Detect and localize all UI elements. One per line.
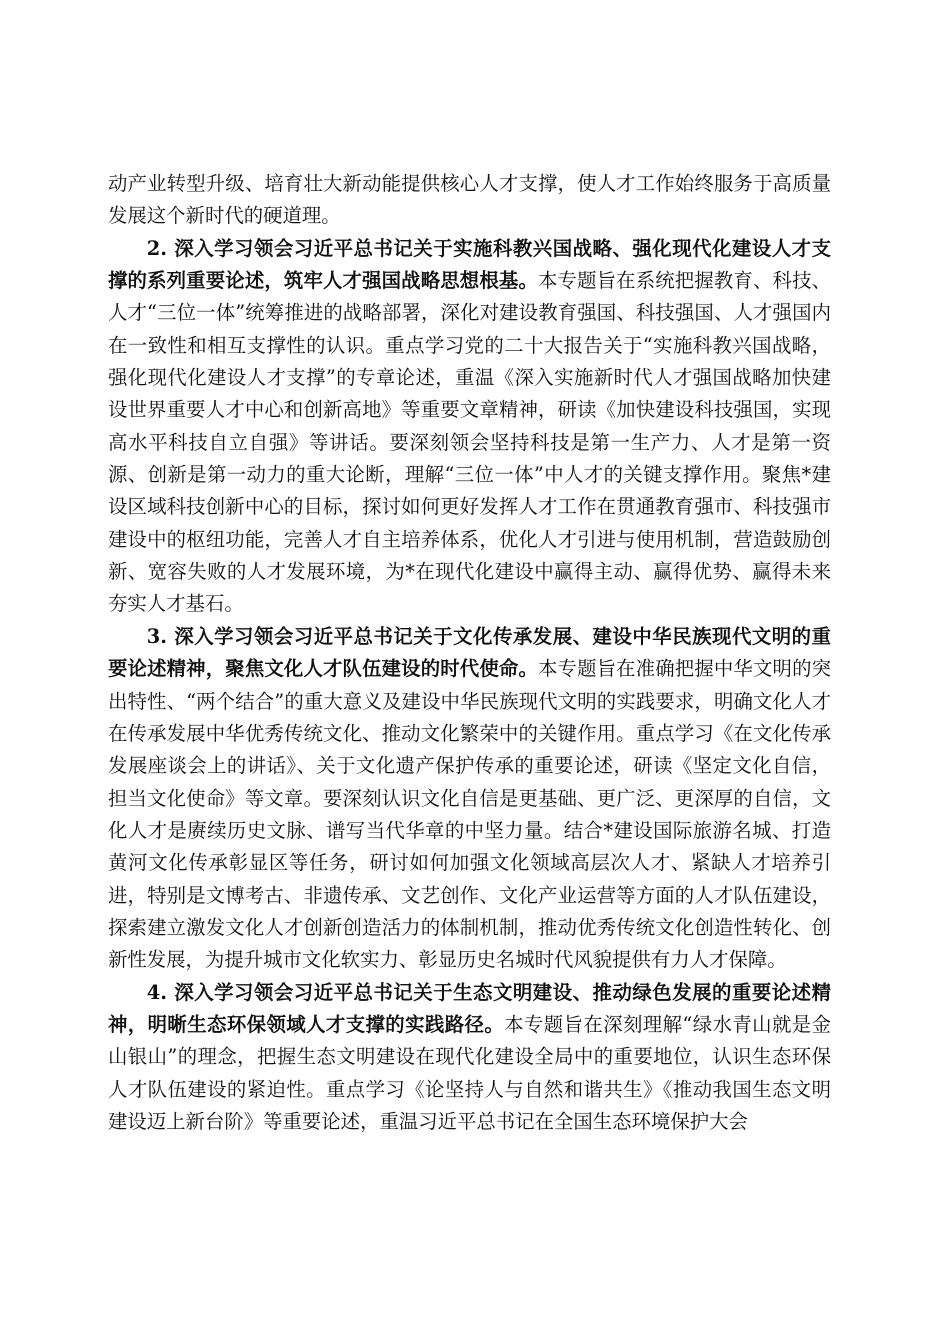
topic-3-text: 本专题旨在准确把握中华文明的突出特性、“两个结合”的重大意义及建设中华民族现代文明的实践要求，明确文化人才在传承发展中华优秀传统文化、推动文化繁荣中的关键作用。重点学习《在文化传承发展座谈会上的讲话》、关于文化遗产保护传承的重要论述，研读《坚定文化自信，担当文化使命》等文章。要深刻认识文化自信是更基础、更广泛、更深厚的自信，文化人才是赓续历史文脉、谱写当代华章的中坚力量。结合*建设国际旅游名城、打造黄河文化传承彰显区等任务，研讨如何加强文化领域高层次人才、紧缺人才培养引进，特别是文博考古、非遗传承、文艺创作、文化产业运营等方面的人才队伍建设，探索建立激发文化人才创新创造活力的体制机制，推动优秀传统文化创造性转化、创新性发展，为提升城市文化软实力、彰显历史名城时代风貌提供有力人才保障。 bbox=[108, 657, 832, 972]
paragraph-continuation bbox=[108, 168, 831, 233]
paragraph-topic-4 bbox=[108, 977, 831, 1139]
topic-4-text: 本专题旨在深刻理解“绿水青山就是金山银山”的理念，把握生态文明建设在现代化建设全局中的重要地位，认识生态环保人才队伍建设的紧迫性。重点学习《论坚持人与自然和谐共生》《推动我国生态文明建设迈上新台阶》等重要论述，重温习近平总书记在全国生态环境保护大会 bbox=[108, 1012, 831, 1133]
topic-4-heading: 4. 深入学习领会习近平总书记关于生态文明建设、推动绿色发展的重要论述精神，明晰生态环保领域人才支撑的实践路径。 bbox=[108, 980, 831, 1036]
paragraph-topic-2 bbox=[108, 233, 831, 621]
topic-2-text: 本专题旨在系统把握教育、科技、人才“三位一体”统筹推进的战略部署，深化对建设教育强国、科技强国、人才强国内在一致性和相互支撑性的认识。重点学习党的二十大报告关于“实施科教兴国战略，强化现代化建设人才支撑”的专章论述，重温《深入实施新时代人才强国战略加快建设世界重要人才中心和创新高地》等重要文章精神，研读《加快建设科技强国，实现高水平科技自立自强》等讲话。要深刻领会坚持科技是第一生产力、人才是第一资源、创新是第一动力的重大论断，理解“三位一体”中人才的关键支撑作用。聚焦*建设区域科技创新中心的目标，探讨如何更好发挥人才工作在贯通教育强市、科技强市建设中的枢纽功能，完善人才自主培养体系，优化人才引进与使用机制，营造鼓励创新、宽容失败的人才发展环境，为*在现代化建设中赢得主动、赢得优势、赢得未来夯实人才基石。 bbox=[108, 269, 832, 616]
paragraph-topic-3 bbox=[108, 621, 831, 977]
paragraph-text: 动产业转型升级、培育壮大新动能提供核心人才支撑，使人才工作始终服务于高质量发展这个新时代的硬道理。 bbox=[108, 172, 831, 228]
topic-3-heading: 3. 深入学习领会习近平总书记关于文化传承发展、建设中华民族现代文明的重要论述精神，聚焦文化人才队伍建设的时代使命。 bbox=[108, 624, 831, 681]
document-body bbox=[108, 168, 831, 1138]
topic-2-heading: 2. 深入学习领会习近平总书记关于实施科教兴国战略、强化现代化建设人才支撑的系列重要论述，筑牢人才强国战略思想根基。 bbox=[108, 236, 831, 293]
